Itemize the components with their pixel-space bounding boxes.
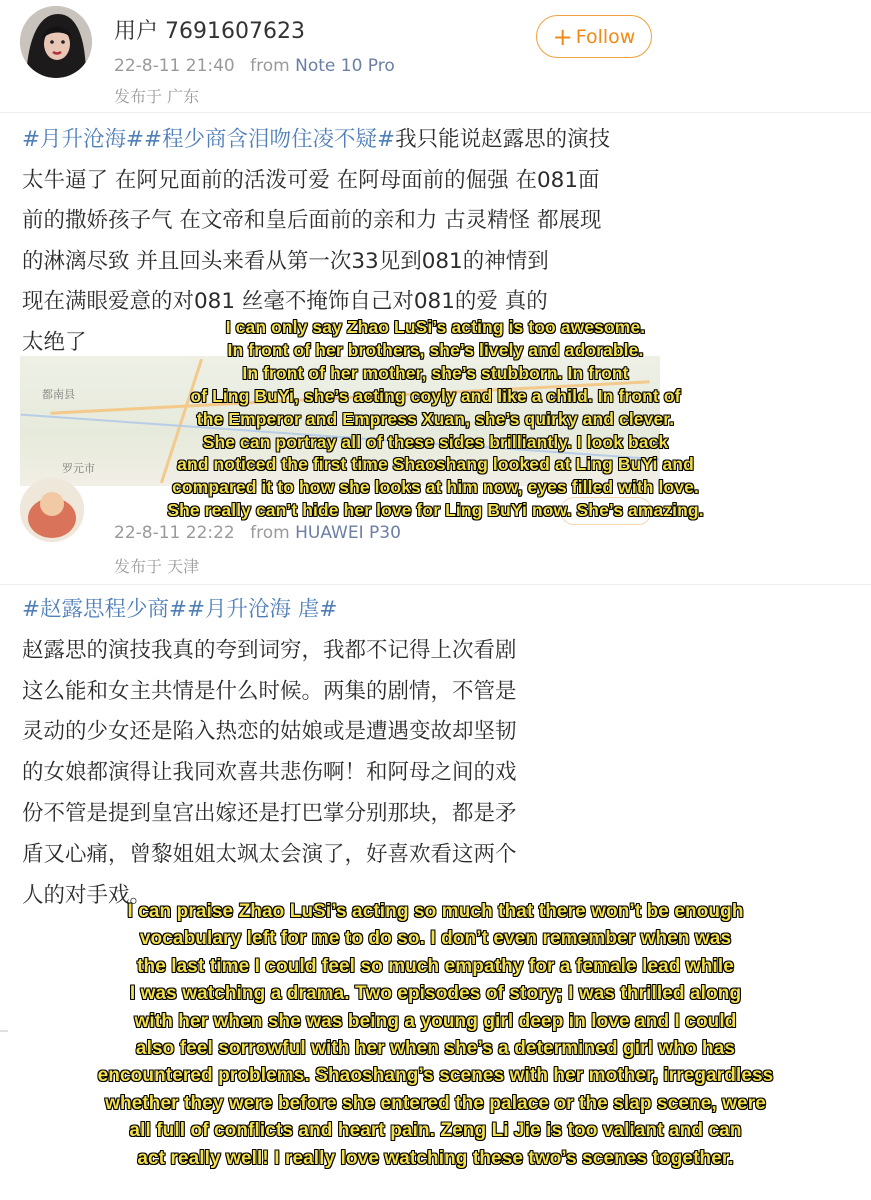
caption-line: She can portray all of these sides brilliantly. I look back	[202, 431, 669, 452]
post-line: 这么能和女主共情是什么时候。两集的剧情，不管是	[22, 678, 517, 704]
from-label: from	[250, 56, 290, 76]
divider	[0, 112, 871, 113]
caption-line: In front of her mother, she’s stubborn. In front	[242, 362, 629, 383]
caption-line: all full of conflicts and heart pain. Zeng Li Jie is too valiant and can	[129, 1120, 742, 1142]
post-line: 赵露思的演技我真的夸到词穷，我都不记得上次看剧	[22, 637, 517, 663]
caption-line: I can only say Zhao LuSi’s acting is too awesome.	[225, 317, 646, 337]
post-line: 太牛逼了 在阿兄面前的活泼可爱 在阿母面前的倔强 在081面	[22, 167, 600, 193]
follow-label: Follow	[575, 25, 636, 48]
translation-caption-2	[0, 898, 871, 1172]
post-time: 22-8-11 21:40	[114, 56, 235, 76]
post-meta	[114, 523, 401, 543]
divider	[0, 584, 871, 585]
caption-line: the Emperor and Empress Xuan, she’s quirky and clever.	[196, 408, 675, 429]
post-location: 发布于 天津	[114, 557, 200, 576]
from-label: from	[250, 523, 290, 543]
post-time: 22-8-11 22:22	[114, 523, 235, 543]
post-location: 发布于 广东	[114, 87, 200, 106]
caption-line: I can praise Zhao LuSi’s acting so much that there won’t be enough	[127, 901, 744, 922]
post-line: 现在满眼爱意的对081 丝毫不掩饰自己对081的爱 真的	[22, 289, 548, 315]
caption-line: act really well! I really love watching these two’s scenes together.	[137, 1147, 734, 1169]
plus-icon: +	[552, 22, 573, 51]
caption-line: and noticed the first time Shaoshang looked at Ling BuYi and	[177, 454, 694, 475]
caption-line: compared it to how she looks at him now, eyes filled with love.	[172, 477, 699, 498]
post-line: 太绝了	[22, 329, 87, 355]
hashtag-link[interactable]: #月升沧海##程少商含泪吻住凌不疑#	[22, 127, 396, 152]
post-line: 的淋漓尽致 并且回头来看从第一次33见到081的神情到	[22, 248, 549, 274]
caption-line: encountered problems. Shaoshang’s scenes with her mother, irregardless	[97, 1065, 774, 1087]
post-line: 的女娘都演得让我同欢喜共悲伤啊！和阿母之间的戏	[22, 760, 517, 786]
avatar[interactable]	[20, 6, 92, 78]
map-label: 都南县	[42, 388, 75, 401]
post-line: 前的撒娇孩子气 在文帝和皇后面前的亲和力 古灵精怪 都展现	[22, 208, 602, 234]
post-line: 份不管是提到皇宫出嫁还是打巴掌分别那块，都是矛	[22, 800, 517, 826]
hashtag-link[interactable]: #赵露思程少商##月升沧海 虐#	[22, 597, 338, 622]
post-line	[22, 120, 652, 161]
username[interactable]: 用户 7691607623	[114, 19, 305, 44]
post-meta	[114, 56, 395, 76]
post-line: 人的对手戏。	[22, 882, 152, 908]
caption-line: the last time I could feel so much empathy for a female lead while	[137, 955, 734, 977]
caption-line: also feel sorrowful with her when she’s a determined girl who has	[135, 1038, 736, 1060]
caption-line: She really can’t hide her love for Ling BuYi now. She’s amazing.	[167, 500, 704, 521]
caption-line: whether they were before she entered the palace or the slap scene, were	[105, 1092, 766, 1114]
device-name: HUAWEI P30	[295, 523, 401, 543]
caption-line: with her when she was being a young girl deep in love and I could	[134, 1010, 737, 1032]
caption-line: vocabulary left for me to do so. I don’t even remember when was	[139, 928, 732, 950]
device-name: Note 10 Pro	[295, 56, 395, 76]
post-body-2	[22, 590, 652, 916]
post-line: 盾又心痛，曾黎姐姐太飒太会演了，好喜欢看这两个	[22, 841, 517, 867]
translation-caption-1	[0, 316, 871, 522]
map-label: 罗元市	[62, 462, 95, 475]
caption-line: In front of her brothers, she’s lively and adorable.	[227, 339, 644, 360]
post-line	[22, 590, 652, 631]
follow-button[interactable]	[536, 15, 652, 58]
post-line: 灵动的少女还是陷入热恋的姑娘或是遭遇变故却坚韧	[22, 719, 517, 745]
caption-line: I was watching a drama. Two episodes of story; I was thrilled along	[129, 983, 742, 1005]
caption-line: of Ling BuYi, she’s acting coyly and like a child. In front of	[190, 385, 681, 406]
post-text: 我只能说赵露思的演技	[395, 127, 611, 152]
